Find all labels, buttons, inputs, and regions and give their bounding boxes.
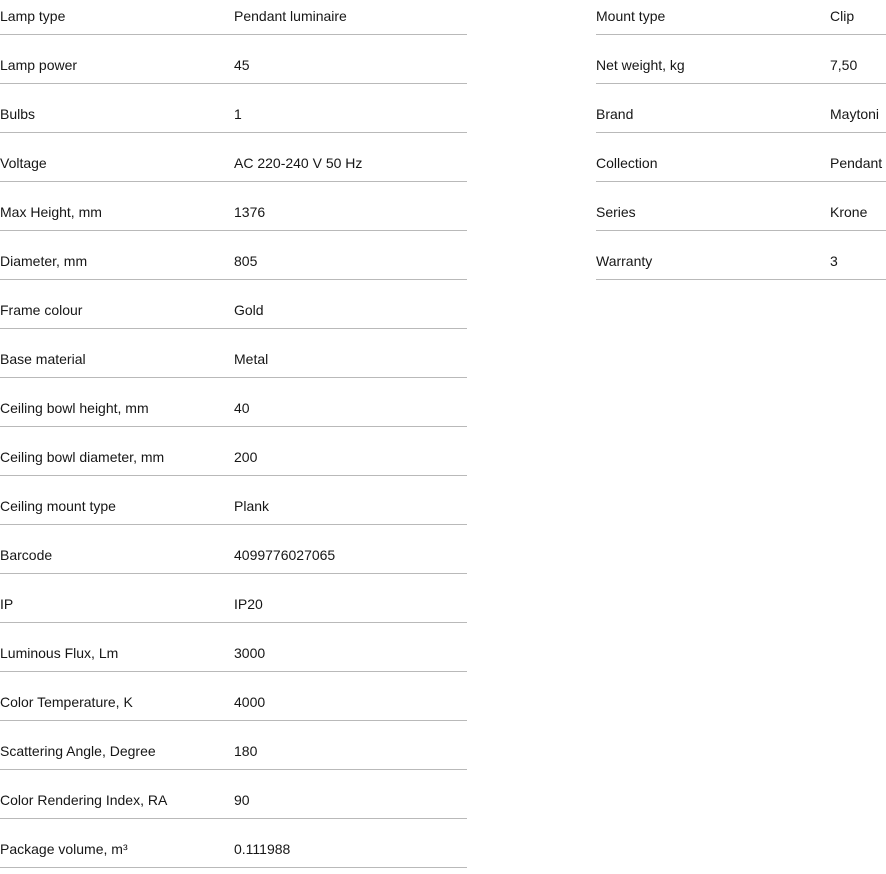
spec-value: Pendant luminaire [234, 8, 347, 24]
spec-row-luminous-flux [0, 623, 467, 672]
spec-label: Barcode [0, 547, 53, 563]
spec-row-net-weight [596, 35, 886, 84]
spec-value: IP20 [234, 596, 263, 612]
spec-label: Base material [0, 351, 86, 367]
spec-row-base-material [0, 329, 467, 378]
spec-row-lamp-type [0, 0, 467, 35]
spec-value: Metal [234, 351, 269, 367]
spec-row-ceiling-bowl-height [0, 378, 467, 427]
spec-value: Krone [830, 204, 868, 220]
spec-row-color-temperature [0, 672, 467, 721]
spec-value: 1 [234, 106, 242, 122]
spec-value: 180 [234, 743, 258, 759]
spec-label: Ceiling bowl diameter, mm [0, 449, 165, 465]
spec-value: Clip [830, 8, 855, 24]
spec-label: Diameter, mm [0, 253, 88, 269]
spec-row-package-volume [0, 819, 467, 868]
spec-value: 4000 [234, 694, 266, 710]
spec-row-voltage [0, 133, 467, 182]
spec-label: Bulbs [0, 106, 36, 122]
spec-value: Pendant [830, 155, 883, 171]
spec-row-frame-colour [0, 280, 467, 329]
spec-value: Maytoni [830, 106, 880, 122]
spec-row-ceiling-mount-type [0, 476, 467, 525]
spec-value: 1376 [234, 204, 266, 220]
spec-label: Package volume, m³ [0, 841, 128, 857]
spec-label: Frame colour [0, 302, 83, 318]
spec-value: 90 [234, 792, 250, 808]
spec-label: Color Rendering Index, RA [0, 792, 168, 808]
spec-label: Lamp type [0, 8, 66, 24]
spec-value: Plank [234, 498, 270, 514]
spec-label: Max Height, mm [0, 204, 102, 220]
spec-row-brand [596, 84, 886, 133]
spec-value: 0.111988 [234, 841, 291, 857]
spec-row-diameter [0, 231, 467, 280]
spec-label: Ceiling mount type [0, 498, 116, 514]
spec-value: 3000 [234, 645, 266, 661]
specs-column-right [596, 0, 886, 280]
spec-label: Net weight, kg [596, 57, 685, 73]
spec-label: Voltage [0, 155, 47, 171]
spec-label: IP [0, 596, 14, 612]
spec-value: 4099776027065 [234, 547, 336, 563]
spec-value: Gold [234, 302, 264, 318]
spec-label: Collection [596, 155, 658, 171]
spec-row-warranty [596, 231, 886, 280]
spec-row-max-height [0, 182, 467, 231]
spec-label: Color Temperature, K [0, 694, 133, 710]
spec-row-series [596, 182, 886, 231]
spec-row-bulbs [0, 84, 467, 133]
spec-row-ceiling-bowl-diameter [0, 427, 467, 476]
spec-label: Scattering Angle, Degree [0, 743, 156, 759]
spec-row-ip [0, 574, 467, 623]
spec-row-collection [596, 133, 886, 182]
spec-value: 200 [234, 449, 258, 465]
spec-row-mount-type [596, 0, 886, 35]
spec-label: Mount type [596, 8, 666, 24]
spec-value: 7,50 [830, 57, 858, 73]
spec-label: Brand [596, 106, 634, 122]
spec-label: Warranty [596, 253, 653, 269]
spec-row-barcode [0, 525, 467, 574]
spec-value: 805 [234, 253, 258, 269]
spec-label: Luminous Flux, Lm [0, 645, 119, 661]
spec-value: 45 [234, 57, 250, 73]
spec-value: 3 [830, 253, 838, 269]
spec-value: 40 [234, 400, 250, 416]
spec-label: Series [596, 204, 636, 220]
spec-label: Ceiling bowl height, mm [0, 400, 149, 416]
spec-row-lamp-power [0, 35, 467, 84]
spec-label: Lamp power [0, 57, 78, 73]
spec-row-color-rendering-index [0, 770, 467, 819]
spec-value: AC 220-240 V 50 Hz [234, 155, 363, 171]
spec-row-scattering-angle [0, 721, 467, 770]
